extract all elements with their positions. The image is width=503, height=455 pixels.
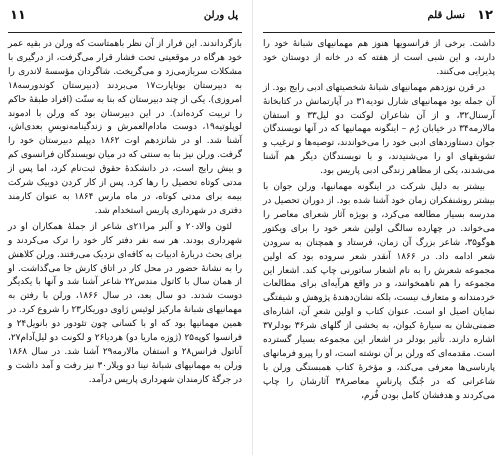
page-body <box>8 38 242 388</box>
paragraph: در قرن نوزدهم مهمانیهای شبانهٔ شخصیتهای ادبی رایج بود. از آن جمله بود مهمانیهای شارل نودیه۳۱ در آپارتمانش در کتابخانهٔ آرسنال۳۲، و از آن شاعران لوکنت دو لیل۳۳ و استفان مالارمه۳۴ در خیابان رُم – اینگونه مهمانیها که در آنها نویسندگان جوان دستاوردهای ادبی خود را می‌خواندند، توصیه‌ها و ترغیب و تشویقهای او را می‌شنیدند، و با نویسندگان دیگر هم آشنا می‌شدند، یکی از مظاهر زندگی ادبی پاریس بود. <box>263 82 496 177</box>
running-head <box>8 6 242 33</box>
paragraph: لئون والاد۲۰ و آلبر مرا۲۱ی شاعر از جملهٔ همکاران او در شهرداری بودند. هر سه نفر دفتر کار خود را ترک می‌کردند و برای بحث دربارهٔ ادبیات به کافه‌ای نزدیک می‌رفتند. ورلن کلاهش را به نشانهٔ حضور در محل کار در اتاق کارش جا می‌گذاشت. او از همان سال با کاتول مندس۲۲ شاعر آشنا شد و آنها با یکدیگر دوست شدند. دو سال بعد، در سال ۱۸۶۶، ورلن با رفتن به مهمانیهای شبانهٔ مارکیز لوئیس ژاوی دوریکار۲۳ را شروع کرد. در همین مهمانیها بود که او با کسانی چون تئودور دو بانویل۲۴ و فرانسوا کوپه۲۵ (ژوزه ماریا دو) هردیا۲۶ و لکونت دو لیل‌آدام۲۷، آناتول فرانس۲۸ و استفان مالارمه۲۹ آشنا شد. در سال ۱۸۶۸ ورلن به مهمانیهای شبانهٔ نینا دو ویلار۳۰ نیز رفت و آمد داشت و در جرگهٔ کارمندان شهرداری پاریس درآمد. <box>8 221 243 385</box>
running-title: پل ورلن <box>203 10 238 21</box>
running-head <box>263 6 495 33</box>
page-number: ۱۱ <box>10 8 26 23</box>
paragraph: بیشتر به دلیل شرکت در اینگونه مهمانیها، ورلن جوان با بیشتر روشنفکران زمان خود آشنا شده بود. از دوران تحصیل در مدرسه بسیار مطالعه می‌کرد، و بویژه آثار شعرای معاصر را می‌خواند. در چهارده سالگی اولین شعر خود را برای ویکتور هوگو۳۵، شاعر بزرگ آن زمان، فرستاد و همچنان به سرودن شعر ادامه داد. در ۱۸۶۶ آنقدر شعر سروده بود که اولین مجموعه شعرش را به نام اشعار ساتورنی چاپ کند. اشعار این مجموعه را هم ناهمخوانند، و در واقع هرآیه‌ای برای مطالعات خردمندانه و متعارف نیست، بلکه نشان‌دهندهٔ پژوهش و شیفتگی نمایان اصیل او است. عنوان کتاب و اولین شعرِ آن، اشاره‌ای ضمنی‌شان به سیارهٔ کیوان، به بخشی از گلهای شر۳۶ بودلر۳۷ اشاره دارند. تأثیر بودلر در اشعار این مجموعه بسیار گسترده است. مقدمه‌ای که ورلن بر آن نوشته است، او را پیرو فرمانهای پارناسی‌ها معرفی می‌کند، و مؤخرهٔ کتاب همبستگی ورلن با شاعرانی که در جُنگ پارناسِ معاصر۳۸ آثارشان را چاپ می‌کردند و هدفشان کامل بودن فُرم، <box>263 182 496 401</box>
page-body <box>263 38 495 404</box>
running-title: نسل قلم <box>427 10 465 21</box>
paragraph: داشت. برخی از فرانسویها هنوز هم مهمانیهای شبانهٔ خود را دارند، و این شبی است از هفته که در خانه از دوستان خود پذیرایی می‌کنند. <box>263 39 495 77</box>
right-page <box>252 0 503 455</box>
page-number: ۱۲ <box>477 8 493 23</box>
paragraph: بازگرداندند. این فرار از آن نظر باهمتاست که ورلن در بقیه عمر خود هرگاه در موقعیتی تحت فشار قرار می‌گرفت، از درگیری با مشکلات سربازمی‌زد و می‌گریخت. شاگردان مؤسسهٔ لاندری را به دبیرستان بوناپارت۱۷ می‌بردند (دبیرستان کوندورسه۱۸ امروزی). یکی از چند دبیرستان که بنا به سنّت (افراد طبقهٔ حاکم را تربیت کرده‌اند). در این دبیرستان بود که ورلن با ادموند لوپلوتیه۱۹، دوست مادام‌العمرش و زندگینامه‌نویسِ بعدی‌اش، آشنا شد. او در شانزدهم اوت ۱۸۶۲ دیپلم دبیرستان خود را گرفت. ورلن نیز بنا به سنتی که در میان نویسندگان فرانسوی کم و بیش رایج است، در دانشکدهٔ حقوق ثبت‌نام کرد، اما پس از مدتی کوتاه تحصیل را رها کرد. پس از کار کردن دوبیک شرکت بیمه برای مدتی کوتاه، در ماه مارس ۱۸۶۴ به عنوان کارمند دفتری در شهرداری پاریس استخدام شد. <box>8 39 242 216</box>
